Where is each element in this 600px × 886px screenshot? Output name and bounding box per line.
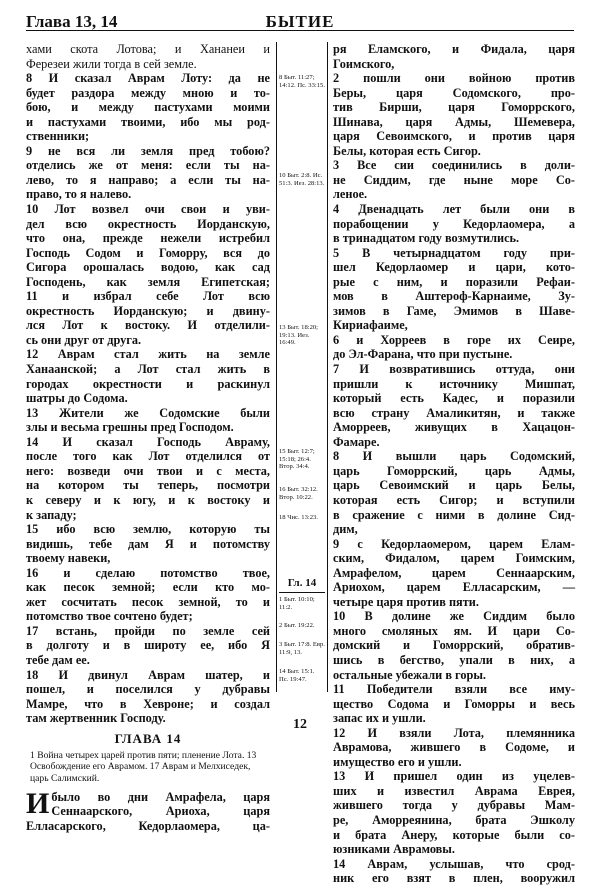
verse-line: бою, и между пастухами моими (26, 100, 270, 115)
verse-line: тив Бирши, царя Гоморрского, (333, 100, 575, 115)
verse-line: Кириафаиме, (333, 318, 408, 333)
verse-line: щество Содома и Гоморры и весь (333, 696, 575, 711)
verse-line: рые с ним, и поразили Рефаи- (333, 274, 575, 289)
verse-line: 14 Аврам, услышав, что срод- (333, 856, 575, 871)
column-divider-left (276, 42, 277, 692)
verse-line: шись в бегство, упали в них, а (333, 652, 575, 667)
verse-line: всю страну Амаликитян, и также (333, 405, 575, 420)
verse-line: Господень, как земля Египетская; (26, 274, 270, 289)
verse-line: лся Лот к востоку. И отделили- (26, 318, 270, 333)
verse-line: ших и известил Аврама Еврея, (333, 783, 575, 798)
verse-line: к западу; (26, 507, 77, 522)
verse-line: Сеннаарского, Ариоха, царя (51, 804, 270, 819)
verse-line: пришли к источнику Мишпат, (333, 376, 575, 391)
verse-line: зимов в Гаме, Эмимов в Шаве- (333, 303, 575, 318)
verse-line: и брата Анеру, которые были со- (333, 827, 575, 842)
verse-line: городах окрестности и раскинул (26, 376, 270, 391)
chapter-reference: Глава 13, 14 (26, 12, 118, 31)
verse-line: 12 И взяли Лота, племянника (333, 725, 575, 740)
verse-line: шел Кедорлаомер и цари, кото- (333, 260, 575, 275)
verse-line: 18 И двинул Аврам шатер, и (26, 667, 270, 682)
verse-line: мов в Аштероф-Карнаиме, Зу- (333, 289, 575, 304)
verse-line: в долготу и в широту ее, ибо Я (26, 638, 270, 653)
verse-line: ственники; (26, 129, 90, 144)
verse-line: 15 ибо всю землю, которую ты (26, 522, 270, 537)
verse-line: 12 Аврам стал жить на земле (26, 347, 270, 362)
verse-line: в сражение с ними в долине Сид- (333, 507, 575, 522)
verse-line: право, то я налево. (26, 187, 132, 202)
verse-line: домский и Гоморрский, обратив- (333, 638, 575, 653)
verse-line: не Сиддим, где ныне море Со- (333, 172, 575, 187)
verse-line: потомство твое сочтено будет; (26, 609, 193, 624)
verse-line: 17 встань, пройди по земле сей (26, 623, 270, 638)
cross-reference: 13 Быт. 18:20; 19:13. Иез. 16:49. (279, 324, 318, 347)
drop-cap: И (26, 786, 50, 820)
verse-line: юзниками Аврамовы. (333, 842, 455, 857)
verse-line: твоему навеки, (26, 551, 111, 566)
verse-line: ре, Аморреянина, брата Эшколу (333, 812, 575, 827)
verse-line: шатры до Содома. (26, 391, 128, 406)
verse-line: лево, то я направо; а если ты на- (26, 172, 270, 187)
verse-line: 5 В четырнадцатом году при- (333, 245, 575, 260)
verse-line: дел всю окрестность Иорданскую, (26, 216, 270, 231)
page-number: 12 (293, 717, 307, 732)
cross-ref-rule (279, 592, 325, 593)
verse-line: к северу и к югу, и к востоку и (26, 492, 270, 507)
verse-line: 13 И пришел один из уцелев- (333, 769, 575, 784)
verse-line: 3 Все сии соединились в доли- (333, 158, 575, 173)
verse-line: который есть Кадес, и поразили (333, 391, 575, 406)
verse-line: окрестность Иорданскую; и двину- (26, 303, 270, 318)
verse-line: Белы, которая есть Сигор. (333, 143, 481, 158)
verse-line: царь Севоимский и царь Белы, (333, 478, 575, 493)
cross-reference: 14 Быт. 15:1. Пс. 19:47. (279, 668, 315, 683)
verse-line: Амрафелом, царем Сеннаарским, (333, 565, 575, 580)
verse-line: остальные убежали в горы. (333, 667, 486, 682)
verse-line: Господь Содом и Гоморру, вся до (26, 245, 270, 260)
verse-line: пошел, и поселился у дубравы (26, 682, 270, 697)
verse-line: Фамаре. (333, 434, 380, 449)
verse-line: Сигора орошалась водою, как сад (26, 260, 270, 275)
verse-line: Ханаанской; а Лот стал жить в (26, 362, 270, 377)
cross-ref-chapter-heading: Гл. 14 (287, 577, 317, 589)
verse-line: после того как Лот отделился от (26, 449, 270, 464)
verse-line: ря Еламского, и Фидала, царя (333, 42, 575, 56)
cross-reference: 1 Быт. 10:10; 11:2. (279, 596, 315, 611)
verse-line: царя Севоимского, и против царя (333, 129, 575, 144)
verse-line: которая есть Сигор; и вступили (333, 492, 575, 507)
verse-line: Ариохом, царем Елласарским, — (333, 580, 575, 595)
verse-line: Аврамова, жившего в Содоме, и (333, 740, 575, 755)
text-line: хами скота Лотова; и Хананеи и (26, 42, 270, 56)
verse-line: порабощении у Кедорлаомера, а (333, 216, 575, 231)
cross-reference: 18 Чис. 13:23. (279, 514, 318, 521)
verse-line: ским, Фидалом, царем Гоимским, (333, 551, 575, 566)
verse-line: до Эл-Фарана, что при пустыне. (333, 347, 513, 362)
verse-line: много смоляных ям. И цари Со- (333, 623, 575, 638)
verse-line: было во дни Амрафела, царя (51, 789, 270, 804)
cross-reference: 15 Быт. 12:7; 15:18; 26:4. Втор. 34:4. (279, 448, 315, 471)
running-header (26, 12, 574, 40)
verse-line: 9 с Кедорлаомером, царем Елам- (333, 536, 575, 551)
verse-line: и пастухами твоими, ибо мы род- (26, 114, 270, 129)
cross-reference: 3 Быт. 17:8. Евр. 11:9, 13. (279, 641, 325, 656)
right-column (333, 42, 575, 886)
verse-line: будет раздора между мною и то- (26, 85, 270, 100)
verse-line: 10 Лот возвел очи свои и уви- (26, 202, 270, 217)
verse-line: жившего тогда у дубравы Мам- (333, 798, 575, 813)
verse-line: 8 И вышли царь Содомский, (333, 449, 575, 464)
verse-line: отделись же от меня: если ты на- (26, 158, 270, 173)
verse-line: Елласарского, Кедорлаомера, ца- (26, 818, 270, 833)
verse-line: 2 пошли они войною против (333, 71, 575, 86)
verse-line: как песок земной; если кто мо- (26, 580, 270, 595)
verse-line: что она, прежде нежели истребил (26, 231, 270, 246)
verse-line: царь Гоморрский, царь Адмы, (333, 463, 575, 478)
verse-line: сь они друг от друга. (26, 332, 142, 347)
verse-line: на котором ты теперь, посмотри (26, 478, 270, 493)
verse-line: имущество его и ушли. (333, 754, 462, 769)
verse-line: 14 И сказал Господь Авраму, (26, 434, 270, 449)
verse-line: в тринадцатом году возмутились. (333, 231, 520, 246)
summary-text: 1 Война четырех царей против пяти; пленение Лота. 13 Освобождение его Аврамом. 17 Аврам и Мелхиседек, царь Салимский. (30, 750, 257, 784)
verse-line: там жертвенник Господу. (26, 711, 166, 726)
verse-line: тебе дам ее. (26, 652, 90, 667)
left-column (26, 42, 270, 834)
header-rule (26, 30, 574, 31)
verse-line: 11 и избрал себе Лот всю (26, 289, 270, 304)
verse-line: него: возведи очи твои и с места, (26, 463, 270, 478)
verse-line: запас их и ушли. (333, 711, 426, 726)
chapter-14-opening (26, 786, 270, 834)
cross-reference: 8 Быт. 11:27; 14:12. Пс. 33:15. (279, 74, 325, 89)
verse-line: злы и весьма грешны пред Господом. (26, 420, 234, 435)
verse-line: 6 и Хорреев в горе их Сеире, (333, 332, 575, 347)
verse-line: Мамре, что в Хевроне; и создал (26, 696, 270, 711)
verse-line: видишь, тебе дам Я и потомству (26, 536, 270, 551)
cross-reference: 16 Быт. 32:12. Втор. 10:22. (279, 486, 318, 501)
text-line: Ферезеи жили тогда в сей земле. (26, 56, 197, 71)
cross-reference: 2 Быт. 19:22. (279, 622, 315, 629)
verse-line: 7 И возвратившись оттуда, они (333, 362, 575, 377)
verse-line: 8 И сказал Аврам Лоту: да не (26, 71, 270, 86)
verse-line: дим, (333, 522, 358, 537)
verse-line: леное. (333, 187, 368, 202)
cross-reference: 10 Быт. 2:8. Ис. 51:3. Иез. 28:13. (279, 172, 325, 187)
verse-line: Гоимского, (333, 56, 395, 71)
verse-line: 11 Победители взяли все иму- (333, 682, 575, 697)
verse-line: 13 Жители же Содомские были (26, 405, 270, 420)
chapter-14-title: ГЛАВА 14 (114, 730, 182, 746)
verse-line: Шинава, царя Адмы, Шемевера, (333, 114, 575, 129)
verse-line: 16 и сделаю потомство твое, (26, 565, 270, 580)
verse-line: Беры, царя Содомского, про- (333, 85, 575, 100)
verse-line: жет сосчитать песок земной, то и (26, 594, 270, 609)
chapter-summary (30, 750, 266, 784)
verse-line: Аморреев, живущих в Хацацон- (333, 420, 575, 435)
verse-line: четыре царя против пяти. (333, 594, 479, 609)
book-title: БЫТИЕ (265, 12, 335, 31)
verse-line: 4 Двенадцать лет были они в (333, 202, 575, 217)
column-divider-right (327, 42, 328, 692)
verse-line: 9 не вся ли земля пред тобою? (26, 143, 270, 158)
verse-line: 10 В долине же Сиддим было (333, 609, 575, 624)
verse-line: ник его взят в плен, вооружил (333, 871, 575, 886)
